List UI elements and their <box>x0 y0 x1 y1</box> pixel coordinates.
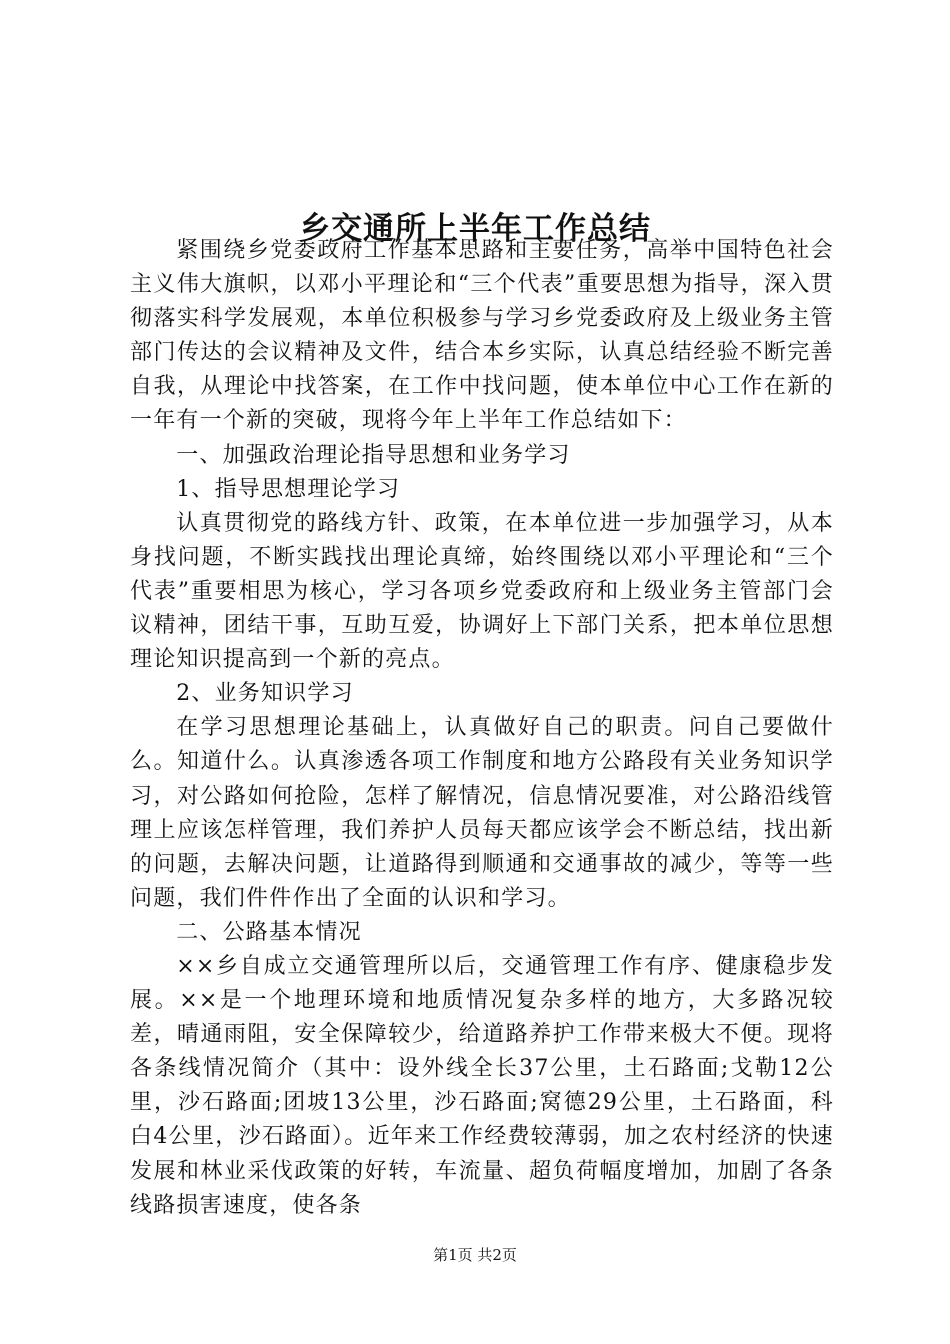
document-title: 乡交通所上半年工作总结 <box>299 210 651 247</box>
paragraph-theory-study: 认真贯彻党的路线方针、政策，在本单位进一步加强学习，从本身找问题，不断实践找出理论真缔，始终围绕以邓小平理论和“三个代表”重要相思为核心，学习各项乡党委政府和上级业务主管部门会议精神，团结干事，互助互爱，协调好上下部门关系，把本单位思想理论知识提高到一个新的亮点。 <box>130 510 834 673</box>
section-heading-1: 一、加强政治理论指导思想和业务学习 <box>176 442 571 468</box>
page-number: 第1页 共2页 <box>433 1246 517 1264</box>
paragraph-business-study: 在学习思想理论基础上，认真做好自己的职责。问自己要做什么。知道什么。认真渗透各项工作制度和地方公路段有关业务知识学习，对公路如何抢险，怎样了解情况，信息情况要准，对公路沿线管理上应该怎样管理，我们养护人员每天都应该学会不断总结，找出新的问题，去解决问题，让道路得到顺通和交通事故的减少，等等一些问题，我们件件作出了全面的认识和学习。 <box>130 715 834 911</box>
paragraph-road-situation: ××乡自成立交通管理所以后，交通管理工作有序、健康稳步发展。××是一个地理环境和地质情况复杂多样的地方，大多路况较差，晴通雨阻，安全保障较少，给道路养护工作带来极大不便。现将各条线情况简介（其中：设外线全长37公里，土石路面;戈勒12公里，沙石路面;团坡13公里，沙石路面;窝德29公里，土石路面，科白4公里，沙石路面）。近年来工作经费较薄弱，加之农村经济的快速发展和林业采伐政策的好转，车流量、超负荷幅度增加，加剧了各条线路损害速度，使各条 <box>130 953 834 1218</box>
subsection-heading-1: 1、指导思想理论学习 <box>176 476 401 502</box>
paragraph-intro: 紧围绕乡党委政府工作基本思路和主要任务，高举中国特色社会主义伟大旗帜，以邓小平理论和“三个代表”重要思想为指导，深入贯彻落实科学发展观，本单位积极参与学习乡党委政府及上级业务主管部门传达的会议精神及文件，结合本乡实际，认真总结经验不断完善自我，从理论中找答案，在工作中找问题，使本单位中心工作在新的一年有一个新的突破，现将今年上半年工作总结如下： <box>130 238 834 434</box>
document-body <box>130 234 834 1223</box>
section-heading-2: 二、公路基本情况 <box>176 919 362 945</box>
subsection-heading-2: 2、业务知识学习 <box>176 681 354 707</box>
